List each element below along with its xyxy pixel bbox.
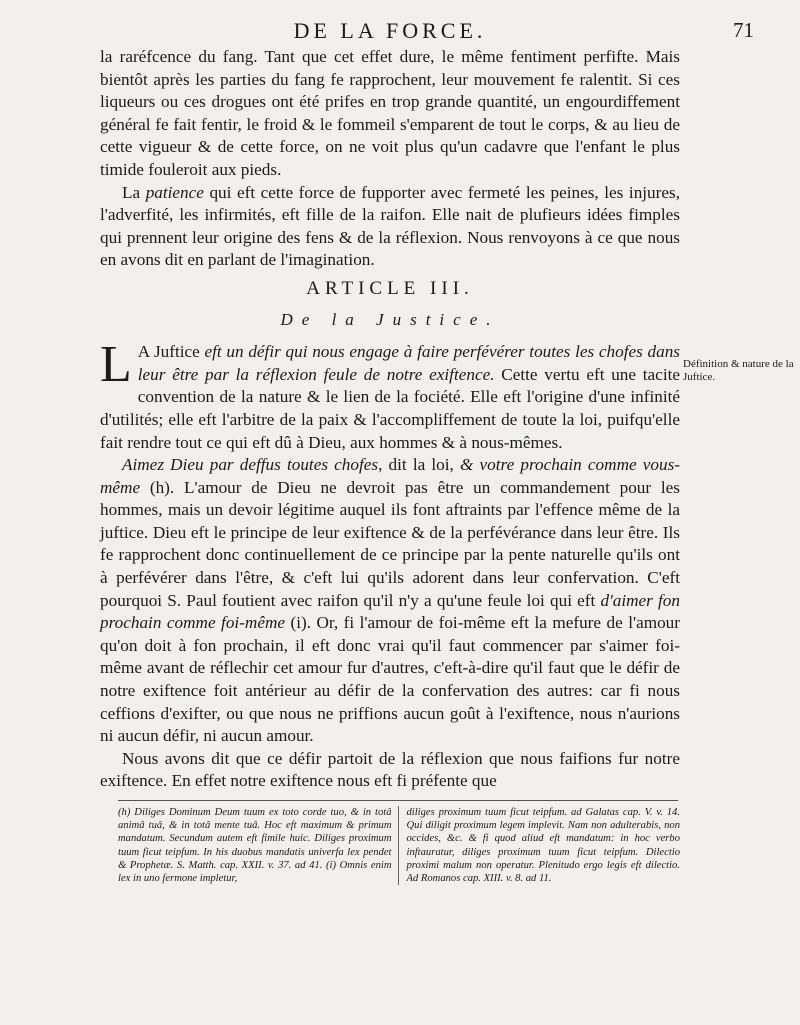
paragraph-3-b: Cette vertu eft une tacite convention de la nature & le lien de la fociété. Elle eft l'origine d'une infinité d'utilités; elle eft l'arbitre de la paix & l'accompliffement de toute la loi, puifqu'elle fait rendre tout ce qui eft dû à Dieu, aux hommes & à nous-mêmes. <box>100 364 680 452</box>
paragraph-2 <box>100 182 680 272</box>
footnote-right-column <box>407 806 681 885</box>
paragraph-4-b: (h). L'amour de Dieu ne devroit pas être un commandement pour les hommes, mais un devoir légitime auquel ils font aftraints par l'effence même de la juftice. Dieu eft le principe de leur exiftence & de la perfévérance dans leur être. Ils fe rapprochent donc continuellement de ce principe par la pente naturelle qu'ils ont à perfévérer dans l'être, & c'eft lui qu'ils adorent dans leur confervation. C'eft pourquoi S. Paul foutient avec raifon qu'il n'y a qu'une feule loi qui eft <box>100 477 680 610</box>
paragraph-4 <box>100 454 680 748</box>
footnote-rule <box>118 800 678 801</box>
quote-love-neighbour: & votre prochain comme vous-même <box>100 455 680 497</box>
patience-term: patience <box>145 182 204 202</box>
footnote-left-column <box>118 806 399 885</box>
main-text <box>100 46 680 793</box>
paragraph-2-start: La <box>122 182 146 202</box>
page-number: 71 <box>733 18 754 42</box>
drop-cap: L <box>100 336 132 394</box>
paragraph-5: Nous avons dit que ce défir partoit de la réflexion que nous faifions fur notre exiftence. En effet notre exiftence nous eft fi préfente que <box>100 748 680 791</box>
paragraph-4-a: , dit la loi, <box>378 455 460 475</box>
footnotes <box>118 806 680 885</box>
paragraph-4-c: (i). Or, fi l'amour de foi-même eft la mefure de l'amour qu'on doit à fon prochain, il eft donc vrai qu'il faut commencer par s'aimer foi-même avant de réflechir cet amour fur d'autres, c'eft-à-dire qu'il faut que le défir de notre exiftence foit antérieur au défir de la confervation des autres: car fi nous ceffions d'exifter, ou que nous ne priffions aucun goût à l'exiftence, nous n'aurions ni aucun défir, ni aucun amour. <box>100 613 680 746</box>
footnote-right-text: diliges proximum tuum ficut teipfum. ad Galatas cap. V. v. 14. Qui diligit proximum legem implevit. Nam non adulterabis, non occides, &c. & fi quod aliud eft mandatum: in hoc verbo inftauratur, diliges proximum tuum ficut teipfum. Dilectio proximi malum non operatur. Plenitudo ergo legis eft dilectio. Ad Romanos cap. XIII. v. 8. ad 11. <box>406 807 680 885</box>
article-title: ARTICLE III. <box>306 277 474 299</box>
footnote-left-text: (h) Diliges Dominum Deum tuum ex toto corde tuo, & in totâ animâ tuâ, & in totâ mente tuâ. Hoc eft maximum & primum mandatum. Secundum autem eft fimile huic. Diliges proximum tuum ficut teipfum. In his duobus mandatis univerfa lex pendet & Prophetæ. S. Matth. cap. XXII. v. 37. ad 41. (i) Omnis enim lex in uno fermone impletur, <box>118 807 392 885</box>
paragraph-3-a: A Juftice <box>137 342 205 362</box>
section-title: De la Justice. <box>280 309 500 329</box>
running-head: DE LA FORCE. <box>293 18 487 43</box>
quote-saint-paul: d'aimer fon prochain comme foi-même <box>100 590 680 633</box>
paragraph-3 <box>100 336 680 454</box>
quote-love-god: Aimez Dieu par deffus toutes chofes <box>122 455 379 475</box>
paragraph-1: la raréfcence du fang. Tant que cet effet dure, le même fentiment perfifte. Mais bientôt après les parties du fang fe rapprochent, leur mouvement fe ralentit. Si ces liqueurs ou ces drogues ont été prifes en trop grande quantité, un engourdiffement général fe fait fentir, le froid & le fommeil s'emparent de tout le corps, & au lieu de cette vigueur & de cette force, on ne voit plus qu'un cadavre que l'enfant le plus timide fouleroit aux pieds. <box>100 47 680 179</box>
justice-definition: eft un défir qui nous engage à faire perfévérer toutes les chofes dans leur être par la réflexion feule de notre exiftence. <box>137 342 680 384</box>
paragraph-2-rest: qui eft cette force de fupporter avec fermeté les peines, les injures, l'adverfité, les infirmités, eft fille de la raifon. Elle nait de plufieurs idées fimples qui prennent leur origine des fens & de la réflexion. Nous renvoyons à ce que nous en avons dit en parlant de l'imagination. <box>100 182 680 270</box>
margin-note: Définition & nature de la Juftice. <box>683 358 794 383</box>
